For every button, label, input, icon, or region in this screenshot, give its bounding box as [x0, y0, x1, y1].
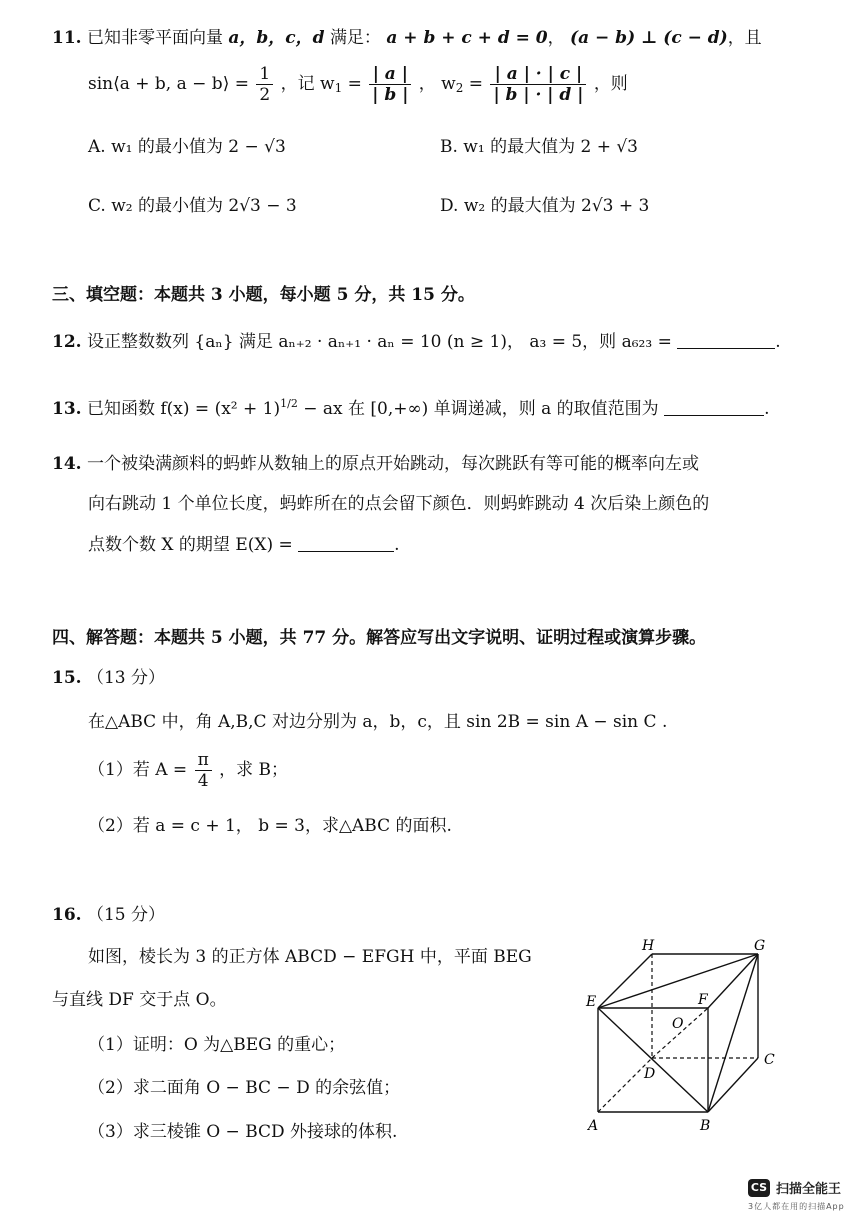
cube-figure [580, 930, 790, 1140]
q11-option-a: A. w₁ 的最小值为 2 − √3 [88, 137, 286, 157]
q16-part3: （3）求三棱锥 O − BCD 外接球的体积. [88, 1122, 398, 1142]
label-d: D [644, 1066, 656, 1082]
label-b: B [700, 1118, 711, 1134]
q11-number: 11. [52, 28, 82, 48]
watermark-name: 扫描全能王 [776, 1182, 842, 1197]
q13-answer-blank[interactable] [664, 399, 764, 416]
label-h: H [642, 938, 655, 954]
q15-stem: 在△ABC 中，角 A,B,C 对边分别为 a，b，c，且 sin 2B = sin A − sin C . [88, 712, 668, 732]
q11-option-c: C. w₂ 的最小值为 2√3 − 3 [88, 196, 297, 216]
watermark-tagline: 3亿人都在用的扫描App [748, 1202, 845, 1211]
q16-part1: （1）证明：O 为△BEG 的重心； [88, 1035, 346, 1055]
q14-answer-blank[interactable] [298, 535, 394, 552]
section-4-heading: 四、解答题：本题共 5 小题，共 77 分。解答应写出文字说明、证明过程或演算步骤。 [52, 628, 707, 648]
camscanner-icon: CS [748, 1179, 770, 1197]
label-g: G [754, 938, 766, 954]
label-c: C [764, 1052, 775, 1068]
q11-option-d: D. w₂ 的最大值为 2√3 + 3 [440, 196, 650, 216]
q16-header: 16. （15 分） [52, 905, 166, 925]
pi-over-4-fraction: $\frac{\pi}{4}$ [195, 750, 212, 791]
edge-eb [598, 1008, 708, 1112]
edge-eh [598, 954, 652, 1008]
q11-line1: 11. 已知非零平面向量 a，b，c，d 满足： a + b + c + d = 0， (a − b) ⊥ (c − d)，且 [52, 28, 762, 48]
q13: 13. 已知函数 $f(x) = (x^2 + 1)^{1/2}$ − ax 在 [0,+∞) 单调递减，则 a 的取值范围为 . [52, 397, 770, 419]
scanner-watermark [748, 1178, 841, 1197]
q12: 12. 设正整数数列 {aₙ} 满足 aₙ₊₂ · aₙ₊₁ · aₙ = 10 (n ≥ 1)， a₃ = 5，则 a₆₂₃ = . [52, 332, 781, 352]
half-fraction: $\frac{1}{2}$ [256, 64, 273, 105]
w1-fraction: $\frac{| a |}{| b |}$ [369, 64, 411, 105]
q12-answer-blank[interactable] [677, 332, 775, 349]
q14-line1: 14. 一个被染满颜料的蚂蚱从数轴上的原点开始跳动，每次跳跃有等可能的概率向左或 [52, 454, 699, 474]
w2-fraction: $\frac{| a | \cdot | c |}{| b | \cdot | d |}$ [490, 64, 586, 105]
label-o: O [672, 1016, 684, 1032]
q16-part2: （2）求二面角 O − BC − D 的余弦值； [88, 1078, 401, 1098]
q13-exponent: 1/2 [280, 397, 298, 410]
q11-line2: sin⟨a + b, a − b⟩ = $\frac{1}{2}$ ，记 $w_1$ = $\frac{| a |}{| b |}$ ， $w_2$ = $\frac{| a | \cdot | c |}{| b | \cdot | d |}$ ，则 [88, 64, 628, 105]
q14-line3: 点数个数 X 的期望 E(X) = . [88, 535, 400, 555]
q15-header: 15. （13 分） [52, 668, 166, 688]
edge-eg [598, 954, 758, 1008]
q15-part1: （1）若 A = $\frac{\pi}{4}$ ，求 B； [88, 750, 289, 791]
label-e: E [586, 994, 597, 1010]
q11-option-b: B. w₁ 的最大值为 2 + √3 [440, 137, 638, 157]
edge-bg [708, 954, 758, 1112]
edge-bc [708, 1058, 758, 1112]
q16-stem2: 与直线 DF 交于点 O。 [52, 990, 227, 1010]
q16-stem1: 如图，棱长为 3 的正方体 ABCD − EFGH 中，平面 BEG [88, 947, 532, 967]
q14-line2: 向右跳动 1 个单位长度，蚂蚱所在的点会留下颜色．则蚂蚱跳动 4 次后染上颜色的 [88, 494, 710, 514]
label-a: A [588, 1118, 599, 1134]
section-3-heading: 三、填空题：本题共 3 小题，每小题 5 分，共 15 分。 [52, 285, 475, 305]
q15-part2: （2）若 a = c + 1， b = 3，求△ABC 的面积. [88, 816, 452, 836]
label-f: F [698, 992, 708, 1008]
